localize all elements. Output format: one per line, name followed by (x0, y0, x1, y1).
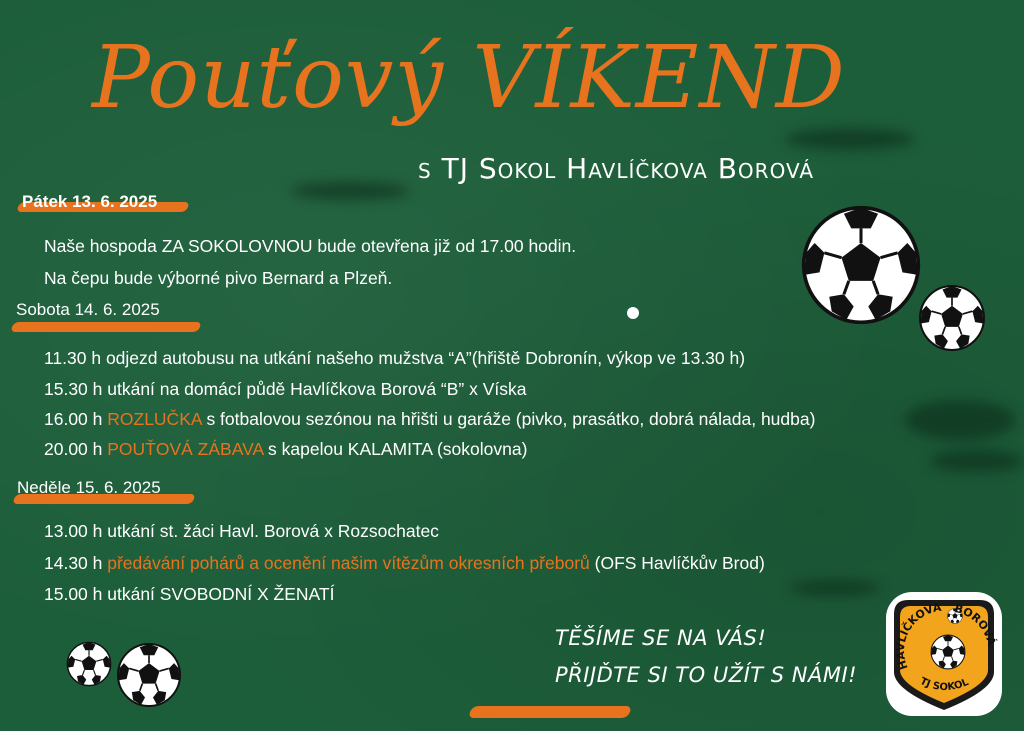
day-heading-sunday: Neděle 15. 6. 2025 (17, 478, 161, 497)
schedule-text: Na čepu bude výborné pivo Bernard a Plzeň. (44, 268, 393, 288)
schedule-line (44, 409, 815, 430)
schedule-text: s fotbalovou sezónou na hřišti u garáže (pivko, prasátko, dobrá nálada, hudba) (201, 409, 816, 429)
schedule-text: Naše hospoda ZA SOKOLOVNOU bude otevřena již od 17.00 hodin. (44, 236, 577, 256)
highlight-text: POUŤOVÁ ZÁBAVA (107, 439, 264, 459)
schedule-line (44, 236, 576, 257)
schedule-line (44, 379, 526, 400)
soccer-ball-icon (66, 641, 112, 687)
schedule-text: s kapelou KALAMITA (sokolovna) (263, 439, 528, 459)
logo-text-right: BOROVÁ (953, 602, 999, 647)
soccer-ball-icon (918, 284, 986, 352)
schedule-line (44, 439, 527, 460)
page-subtitle: s TJ Sokol Havlíčkova Borová (418, 152, 815, 185)
soccer-ball-icon (800, 204, 922, 326)
page-title: Pouťový VÍKEND (92, 28, 846, 128)
bg-smudge (790, 580, 880, 596)
highlight-text: předávání pohárů a ocenění našim vítězům okresních přeborů (107, 553, 590, 573)
decorative-dot (627, 307, 639, 319)
footer-line-1: TĚŠÍME SE NA VÁS! (555, 626, 767, 650)
bg-smudge (290, 182, 410, 200)
schedule-text: 14.30 h (44, 553, 108, 573)
schedule-line (44, 348, 745, 369)
bg-smudge (785, 128, 915, 150)
schedule-text: (OFS Havlíčkův Brod) (589, 553, 765, 573)
soccer-ball-icon (116, 642, 182, 708)
schedule-text: 20.00 h (44, 439, 108, 459)
schedule-text: 11.30 h odjezd autobusu na utkání našeho mužstva “A”(hřiště Dobronín, výkop ve 13.30 h) (44, 348, 746, 368)
day-heading-friday: Pátek 13. 6. 2025 (22, 192, 158, 211)
logo-text-bottom: TJ SOKOL (918, 675, 971, 694)
schedule-line (44, 553, 765, 574)
schedule-line (44, 521, 439, 542)
schedule-text: 13.00 h utkání st. žáci Havl. Borová x Rozsochatec (44, 521, 439, 541)
heading-underline (10, 322, 202, 332)
club-logo-icon (884, 590, 1004, 718)
schedule-text: 16.00 h (44, 409, 108, 429)
footer-line-2: PŘIJĎTE SI TO UŽÍT S NÁMI! (555, 663, 858, 687)
bg-smudge (905, 400, 1015, 440)
logo-text-top: HAVLÍČKOVA (893, 600, 943, 672)
footer-underline (468, 706, 632, 718)
bg-smudge (930, 450, 1024, 472)
schedule-line (44, 584, 335, 605)
schedule-text: 15.00 h utkání SVOBODNÍ X ŽENATÍ (44, 584, 335, 604)
schedule-text: 15.30 h utkání na domácí půdě Havlíčkova Borová “B” x Víska (44, 379, 527, 399)
day-heading-saturday: Sobota 14. 6. 2025 (16, 300, 160, 319)
highlight-text: ROZLUČKA (107, 409, 202, 429)
schedule-line (44, 268, 392, 289)
